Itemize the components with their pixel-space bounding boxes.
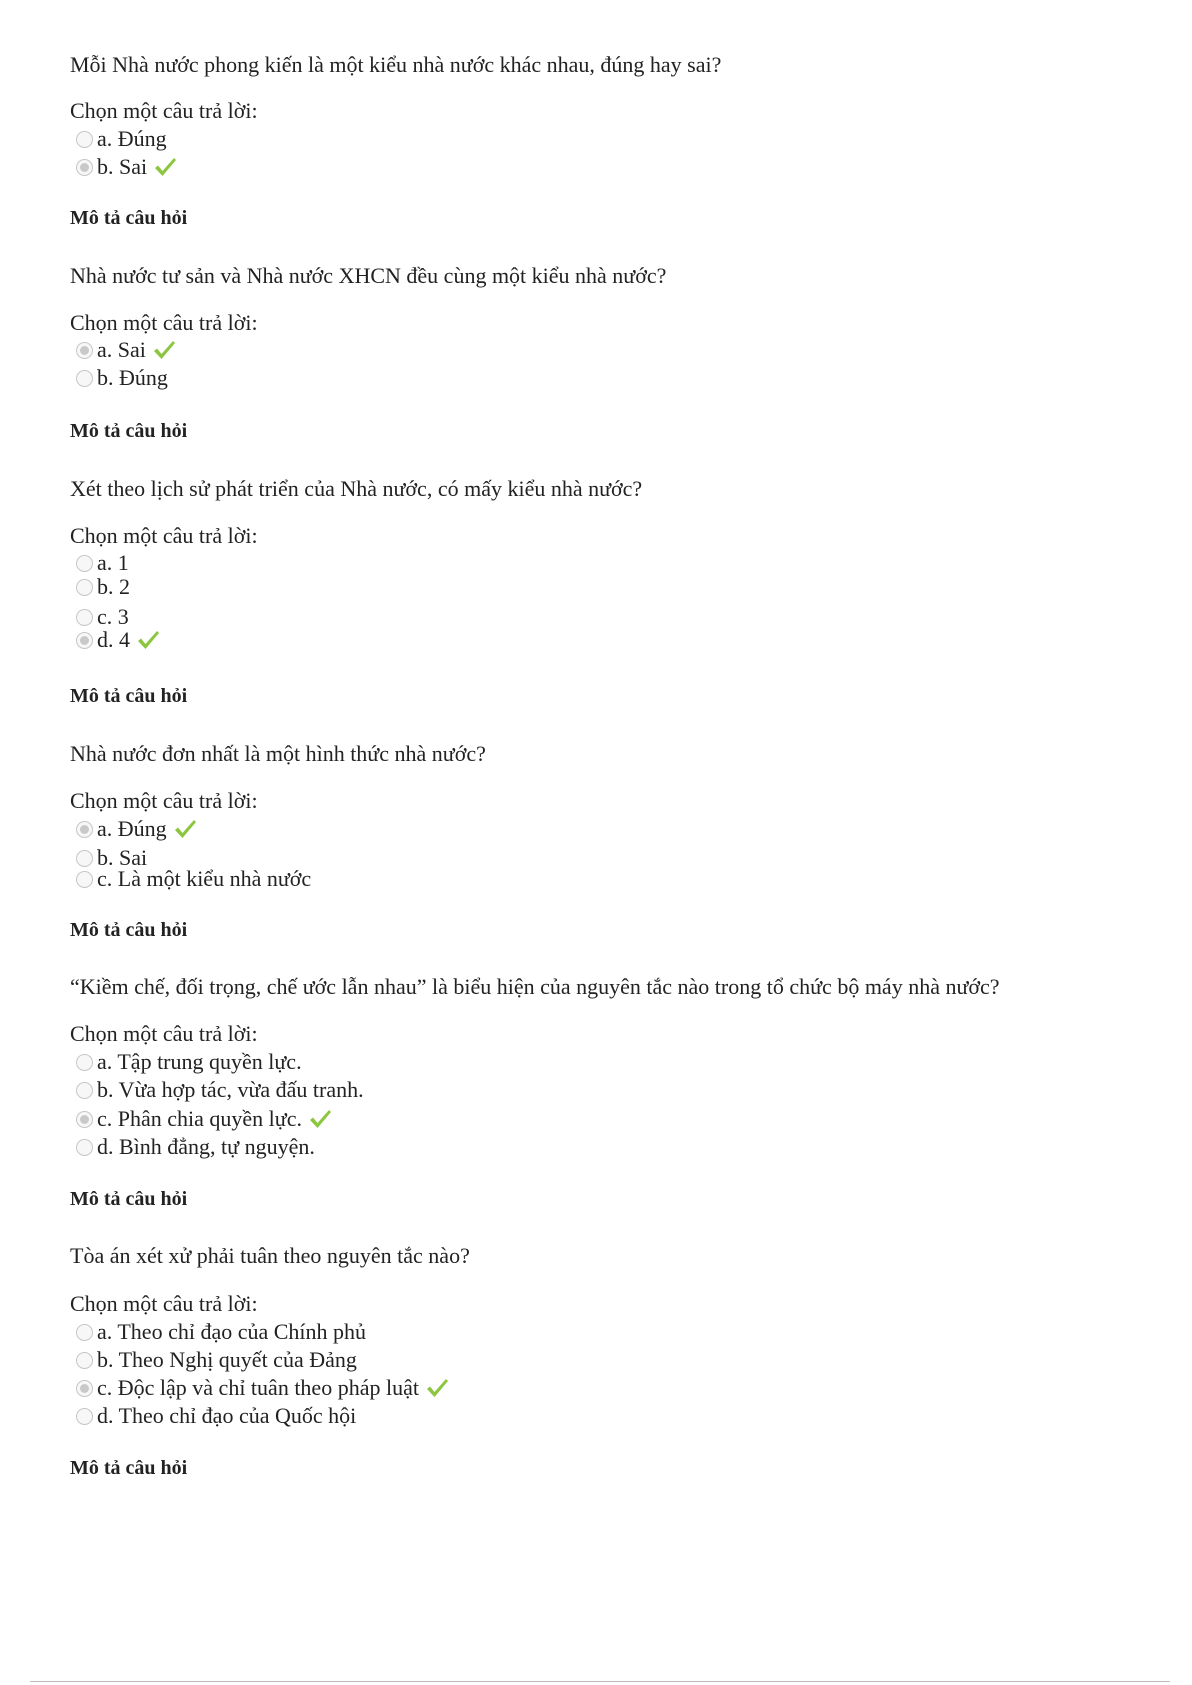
checkmark-icon bbox=[153, 156, 177, 178]
checkmark-icon bbox=[425, 1377, 449, 1399]
question-description-heading: Mô tả câu hỏi bbox=[70, 420, 188, 442]
answer-option[interactable] bbox=[76, 1106, 332, 1132]
question-text: “Kiềm chế, đối trọng, chế ước lẫn nhau” là biểu hiện của nguyên tắc nào trong tổ chức bộ máy nhà nước? bbox=[70, 974, 1000, 999]
radio-icon[interactable] bbox=[76, 1324, 93, 1341]
answer-option-label: d. 4 bbox=[97, 627, 130, 652]
radio-selected-icon[interactable] bbox=[76, 632, 93, 649]
radio-selected-icon[interactable] bbox=[76, 821, 93, 838]
radio-icon[interactable] bbox=[76, 1352, 93, 1369]
page-bottom-divider bbox=[30, 1681, 1170, 1682]
answer-option[interactable] bbox=[76, 627, 160, 653]
answer-prompt: Chọn một câu trả lời: bbox=[70, 1021, 258, 1046]
radio-icon[interactable] bbox=[76, 579, 93, 596]
answer-option[interactable] bbox=[76, 1134, 315, 1160]
answer-option[interactable] bbox=[76, 1375, 449, 1401]
answer-option[interactable] bbox=[76, 816, 197, 842]
answer-option[interactable] bbox=[76, 1077, 364, 1103]
answer-option[interactable] bbox=[76, 1049, 302, 1075]
answer-option[interactable] bbox=[76, 337, 176, 363]
answer-option-label: a. Tập trung quyền lực. bbox=[97, 1049, 302, 1074]
answer-option[interactable] bbox=[76, 126, 167, 152]
question-description-heading: Mô tả câu hỏi bbox=[70, 1457, 188, 1479]
question-description-heading: Mô tả câu hỏi bbox=[70, 1188, 188, 1210]
radio-icon[interactable] bbox=[76, 1082, 93, 1099]
answer-option-label: b. Theo Nghị quyết của Đảng bbox=[97, 1347, 357, 1372]
answer-option[interactable] bbox=[76, 550, 129, 576]
answer-prompt: Chọn một câu trả lời: bbox=[70, 310, 258, 335]
answer-option[interactable] bbox=[76, 866, 311, 892]
checkmark-icon bbox=[308, 1108, 332, 1130]
radio-icon[interactable] bbox=[76, 1408, 93, 1425]
radio-icon[interactable] bbox=[76, 1054, 93, 1071]
answer-option-label: b. Sai bbox=[97, 845, 148, 870]
question-description-heading: Mô tả câu hỏi bbox=[70, 685, 188, 707]
answer-option-label: c. 3 bbox=[97, 604, 129, 629]
answer-prompt: Chọn một câu trả lời: bbox=[70, 788, 258, 813]
answer-option[interactable] bbox=[76, 1319, 366, 1345]
answer-option-label: a. Đúng bbox=[97, 816, 167, 841]
question-description-heading: Mô tả câu hỏi bbox=[70, 207, 188, 229]
checkmark-icon bbox=[173, 818, 197, 840]
radio-selected-icon[interactable] bbox=[76, 1111, 93, 1128]
answer-prompt: Chọn một câu trả lời: bbox=[70, 523, 258, 548]
answer-option-label: b. Vừa hợp tác, vừa đấu tranh. bbox=[97, 1077, 364, 1102]
radio-selected-icon[interactable] bbox=[76, 342, 93, 359]
answer-option-label: a. Đúng bbox=[97, 126, 167, 151]
question-text: Xét theo lịch sử phát triển của Nhà nước, có mấy kiểu nhà nước? bbox=[70, 476, 643, 501]
answer-option[interactable] bbox=[76, 365, 168, 391]
question-text: Mỗi Nhà nước phong kiến là một kiểu nhà nước khác nhau, đúng hay sai? bbox=[70, 52, 722, 77]
answer-prompt: Chọn một câu trả lời: bbox=[70, 1291, 258, 1316]
answer-option-label: c. Phân chia quyền lực. bbox=[97, 1106, 302, 1131]
question-description-heading: Mô tả câu hỏi bbox=[70, 919, 188, 941]
radio-icon[interactable] bbox=[76, 871, 93, 888]
question-text: Tòa án xét xử phải tuân theo nguyên tắc nào? bbox=[70, 1243, 470, 1268]
answer-option-label: d. Theo chỉ đạo của Quốc hội bbox=[97, 1403, 357, 1428]
radio-icon[interactable] bbox=[76, 555, 93, 572]
checkmark-icon bbox=[152, 339, 176, 361]
radio-selected-icon[interactable] bbox=[76, 1380, 93, 1397]
question-text: Nhà nước đơn nhất là một hình thức nhà nước? bbox=[70, 741, 486, 766]
radio-icon[interactable] bbox=[76, 370, 93, 387]
answer-option-label: a. Sai bbox=[97, 337, 146, 362]
answer-prompt: Chọn một câu trả lời: bbox=[70, 98, 258, 123]
answer-option[interactable] bbox=[76, 574, 130, 600]
answer-option[interactable] bbox=[76, 1403, 356, 1429]
radio-icon[interactable] bbox=[76, 850, 93, 867]
question-text: Nhà nước tư sản và Nhà nước XHCN đều cùng một kiểu nhà nước? bbox=[70, 263, 667, 288]
answer-option-label: d. Bình đẳng, tự nguyện. bbox=[97, 1134, 315, 1159]
answer-option-label: a. 1 bbox=[97, 550, 129, 575]
radio-icon[interactable] bbox=[76, 609, 93, 626]
answer-option[interactable] bbox=[76, 1347, 357, 1373]
answer-option-label: c. Độc lập và chỉ tuân theo pháp luật bbox=[97, 1375, 419, 1400]
answer-option-label: b. Sai bbox=[97, 154, 148, 179]
radio-icon[interactable] bbox=[76, 1139, 93, 1156]
checkmark-icon bbox=[136, 629, 160, 651]
answer-option-label: b. Đúng bbox=[97, 365, 168, 390]
answer-option-label: a. Theo chỉ đạo của Chính phủ bbox=[97, 1319, 367, 1344]
answer-option-label: b. 2 bbox=[97, 574, 130, 599]
radio-selected-icon[interactable] bbox=[76, 159, 93, 176]
radio-icon[interactable] bbox=[76, 131, 93, 148]
answer-option-label: c. Là một kiểu nhà nước bbox=[97, 866, 312, 891]
answer-option[interactable] bbox=[76, 154, 177, 180]
